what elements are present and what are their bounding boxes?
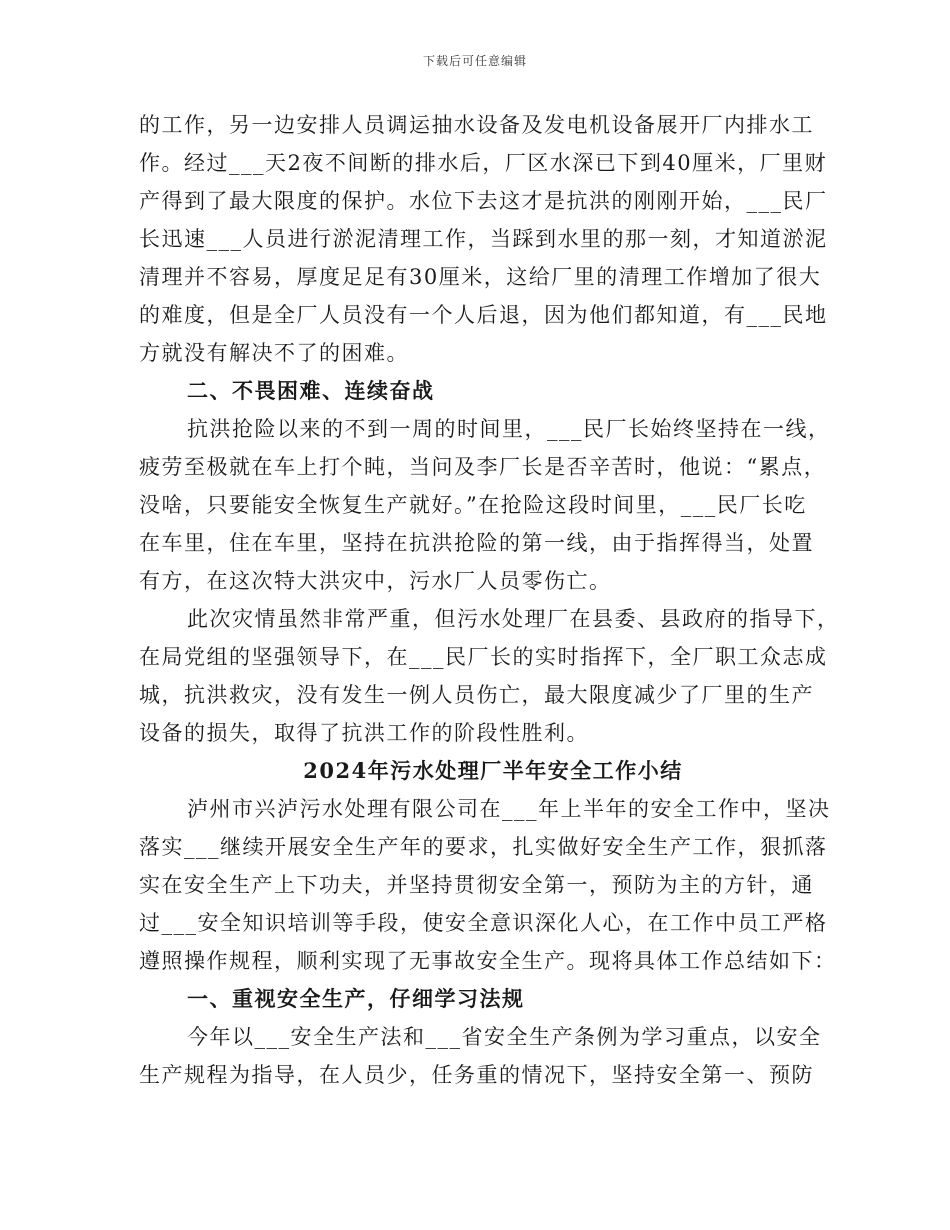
body-line: 清理并不容易，厚度足足有30厘米，这给厂里的清理工作增加了很大 <box>139 265 822 289</box>
body-line: 遵照操作规程，顺利实现了无事故安全生产。现将具体工作总结如下： <box>139 949 837 973</box>
body-line: 有方，在这次特大洪灾中，污水厂人员零伤亡。 <box>139 569 612 593</box>
body-line: 在局党组的坚强领导下，在___民厂长的实时指挥下，全厂职工众志成 <box>139 645 828 669</box>
download-note: 下载后可任意编辑 <box>422 54 527 68</box>
body-line: 泸州市兴泸污水处理有限公司在___年上半年的安全工作中，坚决 <box>187 797 831 821</box>
body-line: 城，抗洪救灾，没有发生一例人员伤亡，最大限度减少了厂里的生产 <box>139 683 814 707</box>
body-line: 在车里，住在车里，坚持在抗洪抢险的第一线，由于指挥得当，处置 <box>139 531 814 555</box>
body-line: 实在安全生产上下功夫，并坚持贯彻安全第一，预防为主的方针，通 <box>139 873 814 897</box>
body-line: 的工作，另一边安排人员调运抽水设备及发电机设备展开厂内排水工 <box>139 113 814 137</box>
body-line: 作。经过___天2夜不间断的排水后，厂区水深已下到40厘米，厂里财 <box>139 151 828 175</box>
body-line: 今年以___安全生产法和___省安全生产条例为学习重点，以安全 <box>187 1025 822 1049</box>
body-line: 设备的损失，取得了抗洪工作的阶段性胜利。 <box>139 721 589 745</box>
body-line: 疲劳至极就在车上打个盹，当问及李厂长是否辛苦时，他说：“累点， <box>139 455 827 479</box>
document-title: 2024年污水处理厂半年安全工作小结 <box>303 758 683 783</box>
body-line: 产得到了最大限度的保护。水位下去这才是抗洪的刚刚开始，___民厂 <box>139 189 828 213</box>
body-line: 抗洪抢险以来的不到一周的时间里，___民厂长始终坚持在一线， <box>187 417 831 441</box>
body-line: 生产规程为指导，在人员少，任务重的情况下，坚持安全第一、预防 <box>139 1063 814 1087</box>
section-heading: 一、重视安全生产，仔细学习法规 <box>187 986 525 1011</box>
body-line: 长迅速___人员进行淤泥清理工作，当踩到水里的那一刻，才知道淤泥 <box>139 227 828 251</box>
body-line: 落实___继续开展安全生产年的要求，扎实做好安全生产工作，狠抓落 <box>139 835 828 859</box>
body-line: 过___安全知识培训等手段，使安全意识深化人心，在工作中员工严格 <box>139 911 828 935</box>
section-heading: 二、不畏困难、连续奋战 <box>187 378 435 403</box>
document-body <box>139 106 840 1094</box>
body-line: 方就没有解决不了的困难。 <box>139 341 409 365</box>
body-line: 的难度，但是全厂人员没有一个人后退，因为他们都知道，有___民地 <box>139 303 828 327</box>
body-line: 没啥，只要能安全恢复生产就好。”在抢险这段时间里，___民厂长吃 <box>139 493 807 517</box>
body-line: 此次灾情虽然非常严重，但污水处理厂在县委、县政府的指导下， <box>187 607 840 631</box>
